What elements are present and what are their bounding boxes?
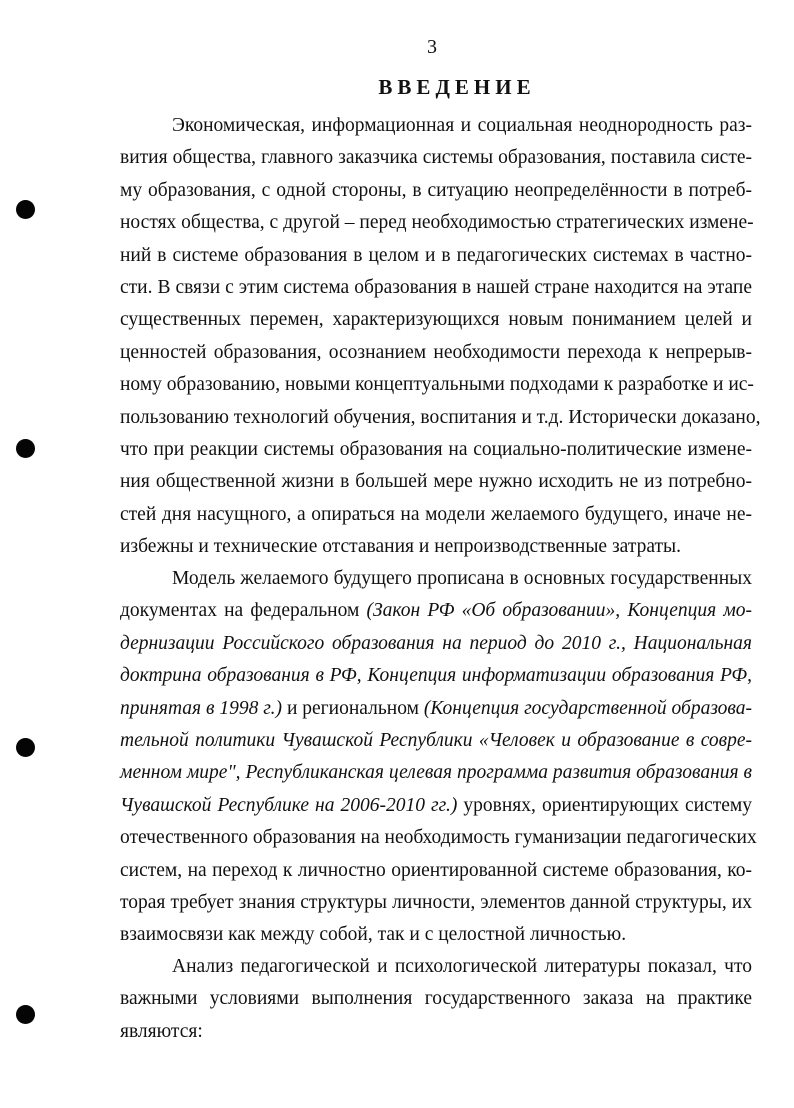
text-segment: Модель желаемого будущего прописана в основных государственных <box>172 568 752 589</box>
text-segment: Экономическая, информационная и социальная неоднородность раз- <box>172 115 752 136</box>
text-line <box>120 337 752 369</box>
italic-text: доктрина образования в РФ, Концепция информатизации образования РФ, <box>120 665 752 687</box>
text-line <box>120 822 757 854</box>
binder-hole <box>16 439 35 458</box>
text-segment: и региональном <box>282 697 424 719</box>
text-line <box>120 790 752 822</box>
paragraph-intro <box>120 110 761 564</box>
text-line <box>120 142 752 174</box>
text-segment: ностях общества, с другой – перед необходимостью стратегических измене- <box>120 212 754 234</box>
paragraph-analysis <box>120 951 752 1048</box>
text-line <box>120 499 752 531</box>
text-segment: ний в системе образования в целом и в педагогических системах в частно- <box>120 244 752 266</box>
text-segment: что при реакции системы образования на социально-политические измене- <box>120 439 752 461</box>
text-segment: торая требует знания структуры личности, элементов данной структуры, их <box>120 892 752 914</box>
italic-text: принятая в 1998 г.) <box>120 697 283 719</box>
binder-hole <box>16 200 35 219</box>
italic-text: дернизации Российского образования на период до 2010 г., Национальная <box>120 632 752 654</box>
text-line <box>120 725 752 757</box>
text-line <box>120 369 752 401</box>
text-segment: Анализ педагогической и психологической литературы показал, что <box>172 956 752 977</box>
italic-text: (Закон РФ «Об образовании», Концепция мо- <box>366 600 753 622</box>
text-line <box>120 660 752 692</box>
text-line <box>120 693 752 725</box>
text-line <box>120 595 752 627</box>
text-line <box>120 240 752 272</box>
text-line <box>120 1016 752 1048</box>
text-segment: систем, на переход к личностно ориентированной системе образования, ко- <box>120 859 752 881</box>
text-segment: стей дня насущного, а опираться на модели желаемого будущего, иначе не- <box>120 503 752 525</box>
text-line <box>120 983 752 1015</box>
text-line <box>120 563 752 595</box>
paragraph-model <box>120 563 757 952</box>
text-segment: уровнях, ориентирующих систему <box>457 794 752 816</box>
text-segment: пользованию технологий обучения, воспитания и т.д. Исторически доказано, <box>120 406 761 428</box>
text-line <box>120 207 752 239</box>
text-segment: ния общественной жизни в большей мере нужно исходить не из потребно- <box>120 471 752 493</box>
text-line <box>120 757 752 789</box>
text-segment: являются: <box>120 1020 203 1042</box>
text-segment: вития общества, главного заказчика системы образования, поставила систе- <box>120 147 752 169</box>
text-segment: отечественного образования на необходимость гуманизации педагогических <box>120 827 757 849</box>
text-line <box>120 175 752 207</box>
text-line <box>120 919 752 951</box>
italic-text: Чувашской Республике на 2006-2010 гг.) <box>120 794 458 816</box>
text-line <box>120 628 752 660</box>
binder-hole <box>16 1005 35 1024</box>
text-segment: важными условиями выполнения государственного заказа на практике <box>120 988 752 1010</box>
text-segment: избежны и технические отставания и непроизводственные затраты. <box>120 536 681 558</box>
text-line <box>120 951 752 983</box>
page-number: 3 <box>427 36 437 58</box>
page-heading: ВВЕДЕНИЕ <box>378 75 536 99</box>
text-line <box>120 466 752 498</box>
italic-text: (Концепция государственной образова- <box>423 697 752 719</box>
binder-hole <box>16 738 35 757</box>
text-segment: му образования, с одной стороны, в ситуацию неопределённости в потреб- <box>120 179 752 201</box>
text-line <box>120 855 752 887</box>
text-line <box>120 402 761 434</box>
text-segment: сти. В связи с этим система образования в нашей стране находится на этапе <box>120 277 752 299</box>
text-line <box>120 272 752 304</box>
text-segment: взаимосвязи как между собой, так и с целостной личностью. <box>120 924 627 946</box>
text-line <box>120 531 752 563</box>
text-line <box>120 434 752 466</box>
text-line <box>120 887 752 919</box>
italic-text: тельной политики Чувашской Республики «Человек и образование в совре- <box>120 730 752 752</box>
text-segment: ценностей образования, осознанием необходимости перехода к непрерыв- <box>120 341 752 363</box>
text-line <box>120 304 752 336</box>
italic-text: менном мире", Республиканская целевая программа развития образования в <box>120 762 752 784</box>
text-segment: ному образованию, новыми концептуальными подходами к разработке и ис- <box>120 374 754 396</box>
text-line <box>120 110 752 142</box>
text-segment: существенных перемен, характеризующихся новым пониманием целей и <box>120 309 752 331</box>
text-segment: документах на федеральном <box>120 600 367 622</box>
